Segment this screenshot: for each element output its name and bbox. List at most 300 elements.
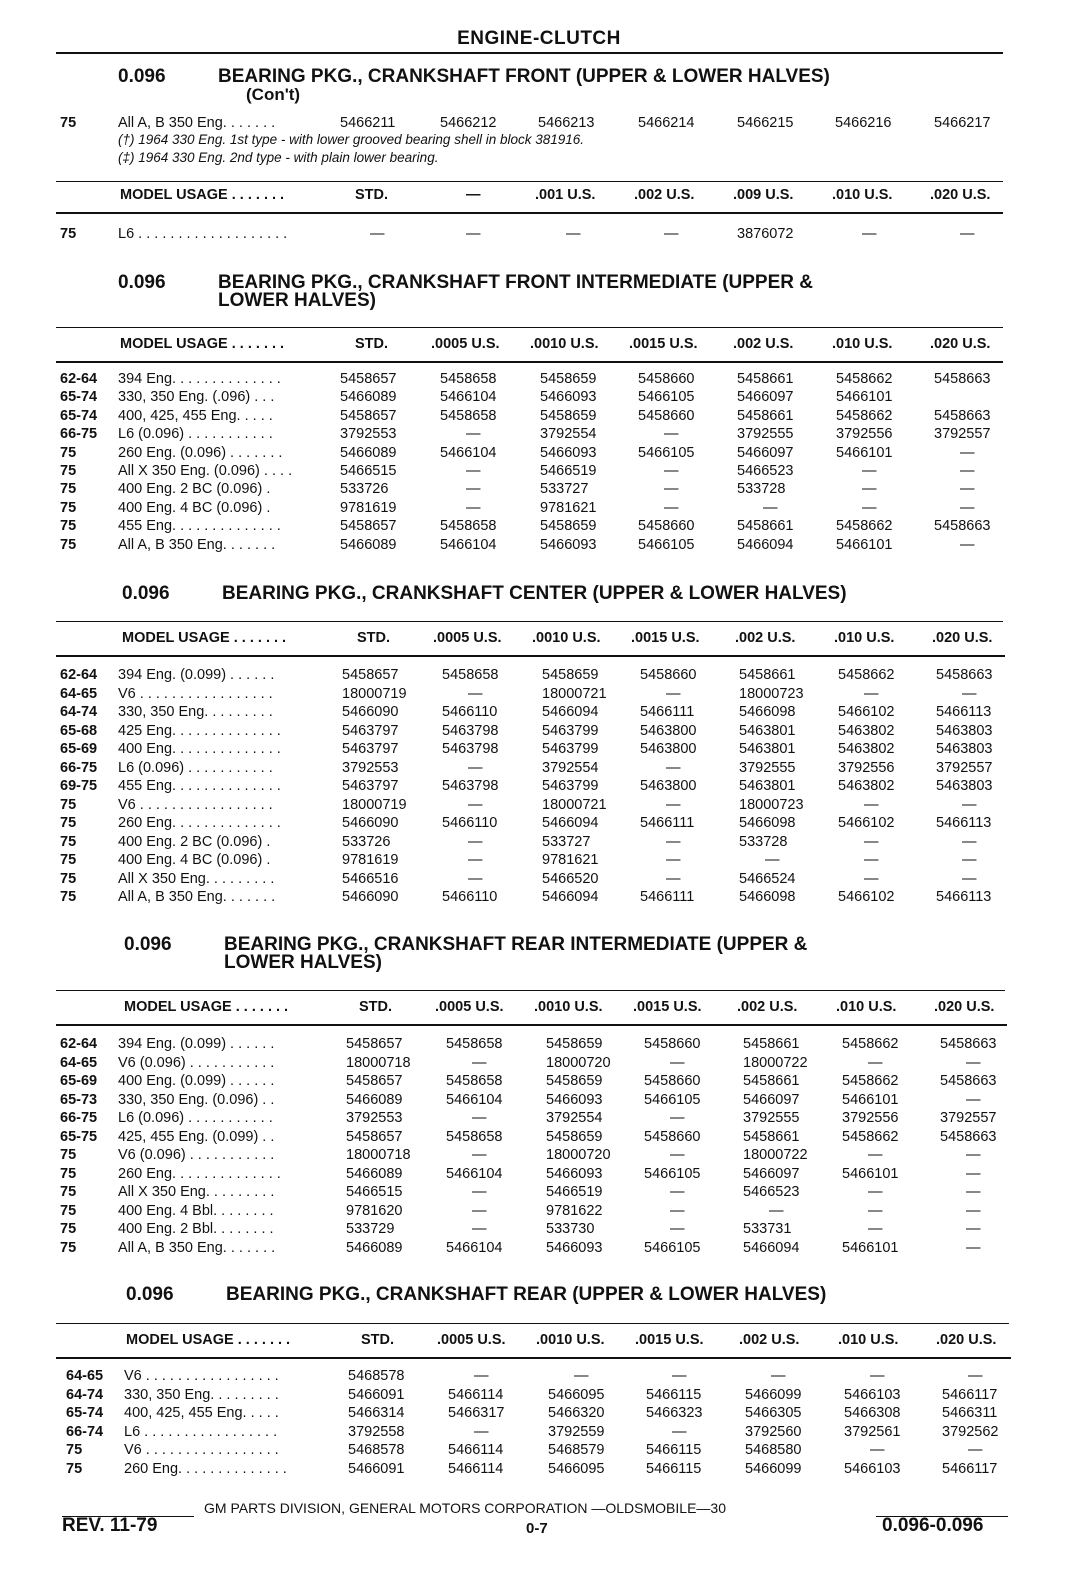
row-model: 400 Eng. 4 Bbl. . . . . . . . [118, 1202, 274, 1219]
row-model: 425 Eng. . . . . . . . . . . . . . [118, 722, 281, 739]
row-cell: 5466111 [640, 704, 695, 720]
row-model: 400, 425, 455 Eng. . . . . [124, 1405, 279, 1422]
row-cell: 5466524 [739, 870, 796, 887]
row-cell: 9781622 [546, 1202, 603, 1219]
row-cell: 5458662 [838, 667, 895, 683]
col-header: STD. [361, 1332, 395, 1348]
table-row [6, 1460, 1078, 1478]
row-cell: 5458661 [743, 1036, 800, 1052]
header-rule [56, 52, 1003, 54]
table-row [0, 517, 1078, 535]
row-cell: — [566, 226, 581, 242]
row-cell: 5466217 [934, 115, 991, 131]
row-cell: 5458659 [540, 518, 597, 535]
row-cell: 3792556 [842, 1110, 899, 1126]
row-cell: — [472, 1202, 487, 1219]
row-cell: 533728 [739, 833, 788, 850]
section-title-cont: LOWER HALVES) [218, 290, 376, 311]
row-cell: — [466, 481, 481, 498]
row-cell: 5458662 [842, 1036, 899, 1052]
row-cell: — [864, 796, 879, 813]
col-header: .0015 U.S. [629, 336, 698, 352]
row-cell: 5466104 [446, 1165, 503, 1182]
row-cell: 5458658 [440, 371, 497, 387]
row-cell: 5466211 [340, 115, 396, 131]
row-cell: — [474, 1423, 489, 1440]
row-cell: — [664, 463, 679, 479]
row-model: L6 . . . . . . . . . . . . . . . . . [124, 1423, 278, 1440]
row-cell: — [468, 833, 483, 850]
row-cell: 18000723 [739, 685, 804, 702]
row-year: 62-64 [60, 667, 98, 683]
row-cell: 5466099 [745, 1386, 802, 1403]
col-header: .010 U.S. [838, 1332, 899, 1348]
row-cell: — [966, 1147, 981, 1163]
row-cell: 5466089 [346, 1165, 403, 1182]
row-year: 75 [60, 463, 77, 479]
row-model: V6 (0.096) . . . . . . . . . . . [118, 1054, 275, 1071]
row-cell: 5466117 [942, 1461, 998, 1477]
row-cell: 5466098 [739, 704, 796, 720]
row-cell: — [960, 481, 975, 498]
section-code: 0.096 [124, 934, 172, 955]
row-cell: 5466089 [340, 536, 397, 553]
column-header-row [0, 336, 1078, 356]
col-header: .009 U.S. [733, 187, 794, 203]
row-cell: 5463802 [838, 722, 895, 739]
row-year: 66-75 [60, 426, 98, 443]
col-header: .0015 U.S. [633, 999, 702, 1015]
row-cell: 9781620 [346, 1202, 403, 1219]
row-cell: 5466113 [936, 889, 992, 905]
row-cell: 5466091 [348, 1386, 405, 1403]
row-model: All A, B 350 Eng. . . . . . . [118, 115, 276, 131]
row-cell: — [968, 1368, 983, 1384]
table-row [0, 814, 1078, 832]
row-cell: 5466093 [546, 1239, 603, 1256]
row-cell: 5468580 [745, 1442, 802, 1459]
row-cell: 5458659 [540, 407, 597, 424]
row-model: 400 Eng. 4 BC (0.096) . [118, 852, 271, 868]
section-title: BEARING PKG., CRANKSHAFT CENTER (UPPER & LOWER HALVES) [222, 583, 847, 604]
table-row [0, 444, 1078, 462]
row-cell: 18000720 [546, 1054, 611, 1071]
row-cell: 5466101 [836, 536, 893, 553]
section-code: 0.096 [126, 1284, 174, 1305]
row-cell: 5466103 [844, 1386, 901, 1403]
col-header: STD. [359, 999, 393, 1015]
section-code: 0.096 [118, 272, 166, 293]
section-title: BEARING PKG., CRANKSHAFT REAR (UPPER & LOWER HALVES) [226, 1284, 827, 1305]
row-cell: 5466093 [546, 1165, 603, 1182]
col-header: .0005 U.S. [437, 1332, 506, 1348]
row-cell: 3792555 [743, 1110, 800, 1126]
row-cell: 3792554 [546, 1110, 603, 1126]
row-cell: 5458661 [737, 407, 794, 424]
row-cell: 5463799 [542, 741, 599, 757]
row-cell: — [472, 1054, 487, 1071]
row-cell: — [868, 1184, 883, 1200]
row-cell: 5458660 [644, 1073, 701, 1089]
row-cell: 533727 [540, 481, 589, 498]
row-cell: 5468578 [348, 1368, 405, 1384]
row-cell: 533729 [346, 1221, 395, 1237]
row-cell: 9781619 [342, 852, 399, 868]
col-header: STD. [355, 336, 389, 352]
table-row [0, 536, 1078, 554]
row-cell: 3792554 [542, 759, 599, 776]
section-code: 0.096 [118, 66, 166, 87]
row-cell: 5466103 [844, 1461, 901, 1477]
row-cell: 5458658 [446, 1128, 503, 1145]
row-cell: — [670, 1110, 685, 1126]
row-cell: 5466094 [542, 815, 599, 831]
col-header: .010 U.S. [832, 336, 893, 352]
row-model: 330, 350 Eng. . . . . . . . . [124, 1386, 279, 1403]
table-row [0, 722, 1078, 740]
table-row [0, 1054, 1078, 1072]
row-cell: 3792559 [548, 1423, 605, 1440]
row-cell: 5458663 [940, 1036, 997, 1052]
row-cell: 5463803 [936, 722, 993, 739]
row-model: 330, 350 Eng. . . . . . . . . [118, 704, 273, 720]
row-model: 400 Eng. (0.099) . . . . . . [118, 1073, 275, 1089]
row-cell: — [666, 796, 681, 813]
table-row [0, 1165, 1078, 1183]
row-cell: — [468, 870, 483, 887]
row-cell: — [864, 685, 879, 702]
row-year: 65-69 [60, 1073, 98, 1089]
table-row [0, 851, 1078, 869]
row-year: 75 [66, 1442, 83, 1459]
row-cell: 5458662 [836, 407, 893, 424]
row-cell: 5466519 [546, 1184, 603, 1200]
group-range: 0.096-0.096 [882, 1515, 984, 1536]
row-cell: 5458657 [340, 371, 397, 387]
row-year: 75 [60, 499, 77, 516]
col-header: .0010 U.S. [536, 1332, 605, 1348]
column-header-row [0, 187, 1078, 207]
col-header: .020 U.S. [932, 630, 993, 646]
row-cell: 5458658 [440, 518, 497, 535]
row-cell: 5466089 [340, 389, 397, 406]
table-row [0, 796, 1078, 814]
row-year: 65-75 [60, 1128, 98, 1145]
table-row [0, 1146, 1078, 1164]
row-year: 75 [60, 870, 77, 887]
section-code: 0.096 [122, 583, 170, 604]
col-header: .020 U.S. [930, 336, 991, 352]
row-year: 75 [60, 1239, 77, 1256]
row-cell: 3792553 [342, 759, 399, 776]
row-year: 75 [60, 115, 77, 131]
row-cell: 18000721 [542, 685, 607, 702]
row-cell: — [966, 1202, 981, 1219]
col-header: .010 U.S. [834, 630, 895, 646]
row-cell: — [574, 1368, 589, 1384]
row-cell: 5458660 [638, 371, 695, 387]
table-row [0, 225, 1078, 243]
row-cell: 9781621 [542, 852, 599, 868]
table-row [0, 1072, 1078, 1090]
row-cell: — [870, 1368, 885, 1384]
revision-label: REV. 11-79 [62, 1515, 158, 1536]
row-cell: 5466093 [540, 444, 597, 461]
row-model: All A, B 350 Eng. . . . . . . [118, 536, 276, 553]
row-cell: 5463799 [542, 722, 599, 739]
row-cell: 5466305 [745, 1405, 802, 1422]
row-cell: 5466104 [446, 1239, 503, 1256]
row-cell: 5466105 [638, 444, 695, 461]
table-rule [56, 655, 1005, 657]
col-header: .002 U.S. [737, 999, 798, 1015]
row-cell: — [868, 1147, 883, 1163]
row-cell: 5466101 [836, 444, 893, 461]
row-cell: — [664, 226, 679, 242]
row-cell: — [962, 796, 977, 813]
row-cell: 5466097 [743, 1165, 800, 1182]
row-cell: 5463797 [342, 778, 399, 794]
row-cell: — [769, 1202, 784, 1219]
col-model: MODEL USAGE . . . . . . . [120, 336, 285, 352]
row-year: 64-65 [66, 1368, 104, 1384]
row-year: 69-75 [60, 778, 98, 794]
row-cell: — [864, 833, 879, 850]
row-cell: 5466523 [737, 463, 794, 479]
row-cell: 5463800 [640, 722, 697, 739]
row-cell: 5463797 [342, 741, 399, 757]
row-model: All A, B 350 Eng. . . . . . . [118, 889, 276, 905]
row-year: 75 [60, 444, 77, 461]
row-cell: 5458658 [440, 407, 497, 424]
row-cell: — [966, 1239, 981, 1256]
col-header: .002 U.S. [739, 1332, 800, 1348]
row-model: L6 (0.096) . . . . . . . . . . . [118, 759, 273, 776]
table-row [6, 1386, 1078, 1404]
row-cell: — [771, 1368, 786, 1384]
row-cell: 5458661 [737, 518, 794, 535]
row-cell: 5466102 [838, 889, 895, 905]
row-cell: — [466, 463, 481, 479]
table-row [0, 685, 1078, 703]
row-year: 66-75 [60, 1110, 98, 1126]
col-header: STD. [357, 630, 391, 646]
row-cell: 5458660 [638, 518, 695, 535]
row-cell: 5466110 [442, 889, 498, 905]
row-model: 400, 425, 455 Eng. . . . . [118, 407, 273, 424]
row-year: 75 [60, 796, 77, 813]
section-heading [126, 1286, 1026, 1306]
row-cell: 5466115 [646, 1386, 702, 1403]
row-cell: 5466095 [548, 1461, 605, 1477]
row-cell: 5466214 [638, 115, 695, 131]
row-cell: — [672, 1368, 687, 1384]
row-cell: 5466089 [346, 1239, 403, 1256]
row-cell: — [468, 852, 483, 868]
row-cell: 5458661 [743, 1128, 800, 1145]
row-cell: — [868, 1054, 883, 1071]
table-row [0, 425, 1078, 443]
row-cell: 5466314 [348, 1405, 405, 1422]
row-cell: 5466113 [936, 815, 992, 831]
row-cell: 5466323 [646, 1405, 703, 1422]
row-cell: 5466117 [942, 1386, 998, 1403]
row-cell: 5466091 [348, 1461, 405, 1477]
column-header-row [0, 630, 1078, 650]
table-rule [56, 212, 1003, 214]
row-cell: 533727 [542, 833, 591, 850]
page-number: 0-7 [526, 1520, 548, 1537]
row-model: 330, 350 Eng. (.096) . . . [118, 389, 275, 406]
row-cell: 5458658 [446, 1036, 503, 1052]
table-rule [56, 181, 1003, 182]
row-cell: 5466097 [737, 444, 794, 461]
column-header-row [0, 999, 1078, 1019]
table-row [0, 499, 1078, 517]
row-cell: 5466095 [548, 1386, 605, 1403]
row-cell: 5466102 [838, 704, 895, 720]
row-cell: — [666, 685, 681, 702]
row-year: 75 [60, 481, 77, 498]
table-row [6, 1404, 1078, 1422]
row-cell: 5466308 [844, 1405, 901, 1422]
row-model: L6 (0.096) . . . . . . . . . . . [118, 426, 273, 443]
section-title-cont: (Con't) [246, 85, 301, 104]
row-model: 260 Eng. . . . . . . . . . . . . . [118, 815, 281, 831]
col-header: .0010 U.S. [532, 630, 601, 646]
row-year: 62-64 [60, 371, 98, 387]
row-cell: — [960, 226, 975, 242]
row-cell: — [670, 1202, 685, 1219]
row-cell: — [968, 1442, 983, 1459]
row-cell: — [765, 852, 780, 868]
row-year: 75 [60, 1165, 77, 1182]
row-cell: 533726 [340, 481, 389, 498]
row-cell: 5466104 [446, 1091, 503, 1108]
row-cell: — [966, 1165, 981, 1182]
row-model: V6 . . . . . . . . . . . . . . . . . [124, 1442, 279, 1459]
row-year: 65-69 [60, 741, 98, 757]
row-cell: 3792556 [838, 759, 895, 776]
row-cell: 533731 [743, 1221, 792, 1237]
row-cell: 3792560 [745, 1423, 802, 1440]
row-model: All X 350 Eng. . . . . . . . . [118, 1184, 275, 1200]
row-cell: — [960, 499, 975, 516]
col-header: .010 U.S. [836, 999, 897, 1015]
row-cell: 5458657 [342, 667, 399, 683]
row-cell: 5466098 [739, 889, 796, 905]
table-row [0, 777, 1078, 795]
row-cell: 5458662 [836, 518, 893, 535]
row-model: 400 Eng. 2 BC (0.096) . [118, 833, 271, 850]
row-cell: — [666, 759, 681, 776]
row-cell: 5466093 [546, 1091, 603, 1108]
row-cell: — [862, 499, 877, 516]
row-cell: 5466093 [540, 389, 597, 406]
row-year: 75 [60, 815, 77, 831]
row-cell: — [472, 1147, 487, 1163]
row-cell: — [666, 833, 681, 850]
row-cell: 18000723 [739, 796, 804, 813]
row-cell: 533730 [546, 1221, 595, 1237]
row-cell: 5463803 [936, 778, 993, 794]
row-cell: 5466516 [342, 870, 399, 887]
row-cell: 5466520 [542, 870, 599, 887]
row-cell: — [962, 833, 977, 850]
row-cell: 5466094 [743, 1239, 800, 1256]
row-cell: — [962, 870, 977, 887]
row-cell: 5466523 [743, 1184, 800, 1200]
row-cell: 3792562 [942, 1423, 999, 1440]
col-header: .001 U.S. [535, 187, 596, 203]
col-header: .020 U.S. [930, 187, 991, 203]
table-row [0, 870, 1078, 888]
section-title-cont: LOWER HALVES) [224, 952, 382, 973]
section-title: BEARING PKG., CRANKSHAFT FRONT (UPPER & LOWER HALVES) [218, 66, 830, 87]
col-header: .0015 U.S. [631, 630, 700, 646]
row-cell: 18000719 [342, 685, 407, 702]
row-cell: 3792557 [936, 759, 993, 776]
row-cell: 5466101 [842, 1091, 899, 1108]
row-cell: 5458662 [842, 1073, 899, 1089]
footer-publisher: GM PARTS DIVISION, GENERAL MOTORS CORPORATION —OLDSMOBILE—30 [204, 1500, 726, 1516]
row-model: 400 Eng. 2 Bbl. . . . . . . . [118, 1221, 274, 1237]
row-cell: 5466104 [440, 444, 497, 461]
table-row [0, 370, 1078, 388]
row-model: 400 Eng. 4 BC (0.096) . [118, 499, 271, 516]
table-row [0, 1128, 1078, 1146]
row-cell: — [960, 444, 975, 461]
row-cell: — [966, 1221, 981, 1237]
row-cell: 5466090 [342, 889, 399, 905]
row-cell: 3792561 [844, 1423, 901, 1440]
row-cell: 5458660 [638, 407, 695, 424]
table-rule [56, 990, 1005, 991]
row-cell: — [370, 226, 385, 242]
row-cell: 5458663 [934, 371, 991, 387]
row-cell: 5466098 [739, 815, 796, 831]
row-cell: 5466105 [644, 1239, 701, 1256]
row-cell: 5463801 [739, 778, 796, 794]
table-row [0, 759, 1078, 777]
section-title: BEARING PKG., CRANKSHAFT FRONT INTERMEDIATE (UPPER & [218, 272, 813, 293]
row-cell: 5466111 [640, 815, 695, 831]
row-cell: 5466114 [448, 1386, 504, 1403]
row-cell: 3792556 [836, 426, 893, 443]
row-cell: 5466113 [936, 704, 992, 720]
col-header: — [466, 187, 481, 203]
row-year: 65-74 [60, 407, 98, 424]
table-row [0, 407, 1078, 425]
row-cell: — [468, 759, 483, 776]
row-cell: 5458662 [842, 1128, 899, 1145]
row-cell: 5458657 [340, 407, 397, 424]
row-cell: 5458657 [346, 1036, 403, 1052]
table-row [6, 1441, 1078, 1459]
row-year: 75 [60, 1221, 77, 1237]
row-cell: 3792557 [940, 1110, 997, 1126]
col-header: .002 U.S. [634, 187, 695, 203]
row-cell: 5458660 [640, 667, 697, 683]
row-model: 330, 350 Eng. (0.096) . . [118, 1091, 275, 1108]
table-row [0, 1109, 1078, 1127]
row-cell: 5466094 [542, 704, 599, 720]
col-header: .002 U.S. [733, 336, 794, 352]
row-cell: 5458662 [836, 371, 893, 387]
row-cell: 5466097 [737, 389, 794, 406]
row-cell: 5463802 [838, 778, 895, 794]
row-year: 75 [60, 1147, 77, 1163]
